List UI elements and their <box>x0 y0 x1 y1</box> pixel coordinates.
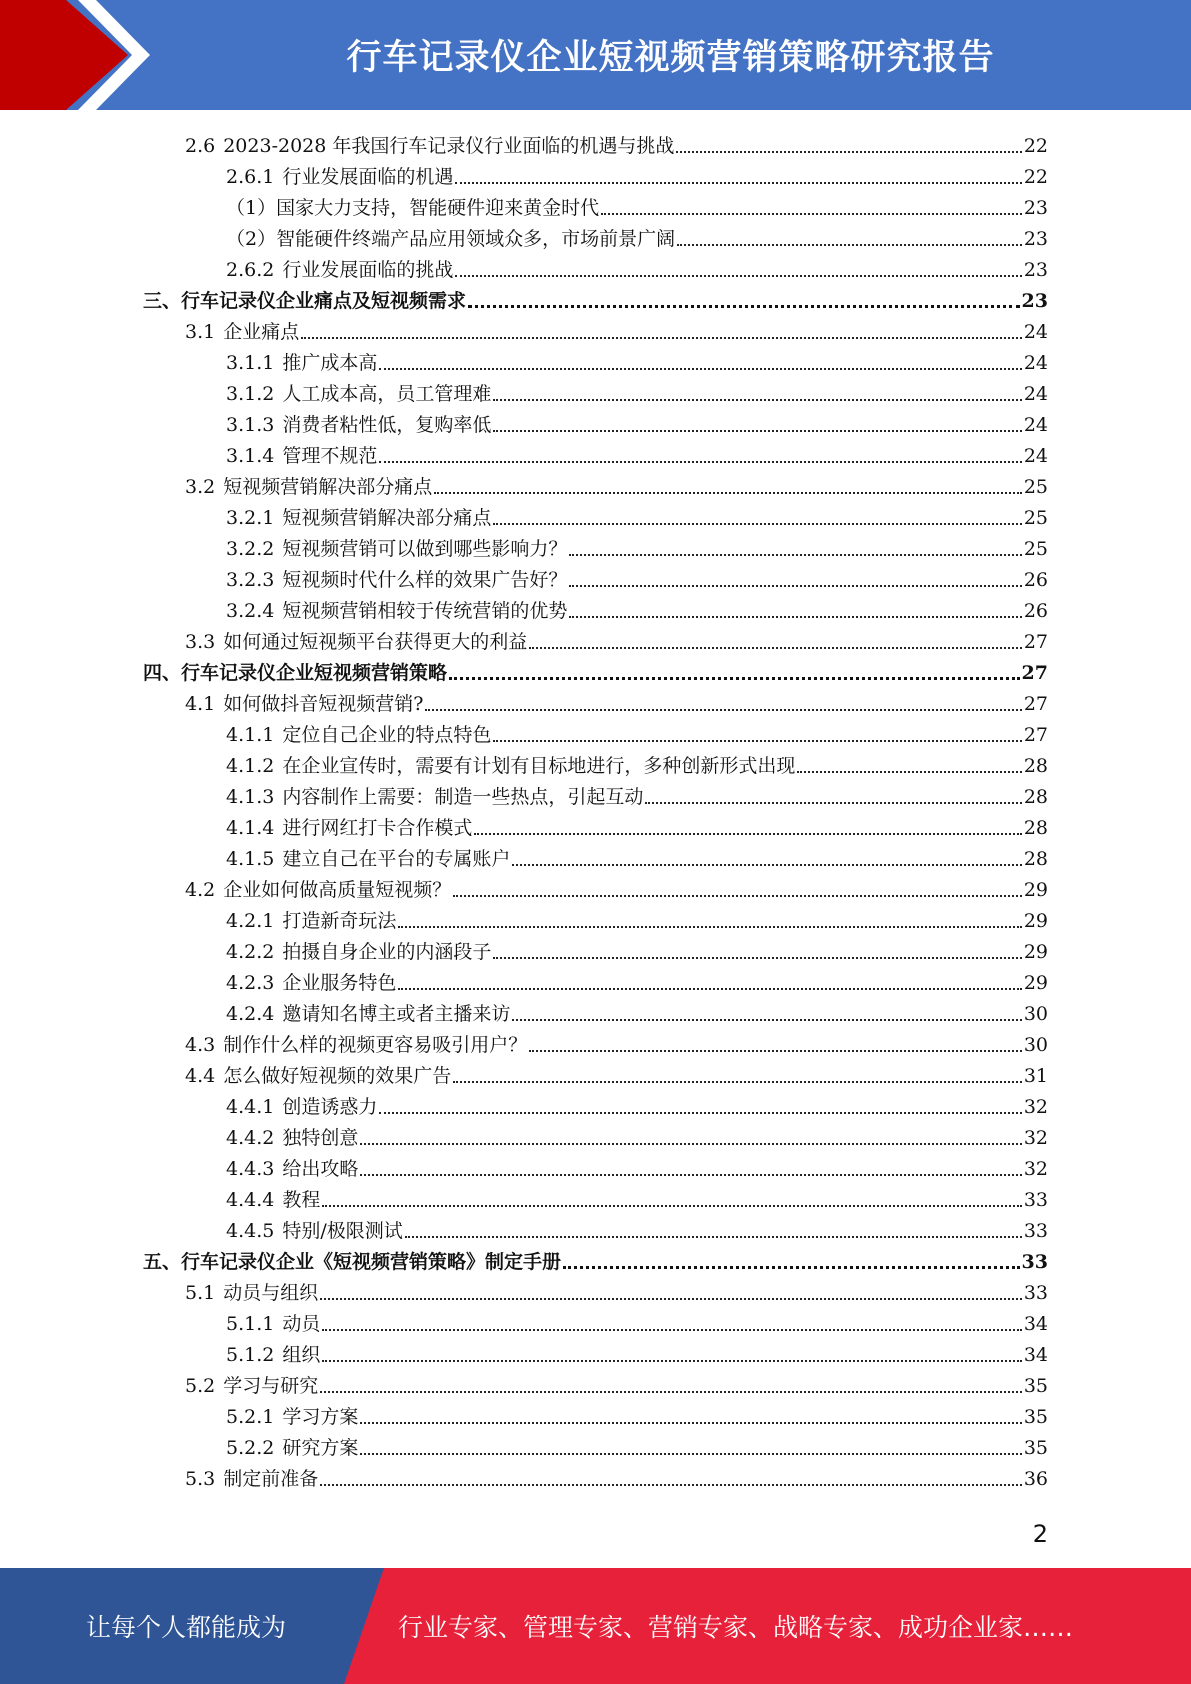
toc-entry[interactable] <box>226 437 1048 468</box>
toc-entry[interactable] <box>226 592 1048 623</box>
toc-entry-number: 3.2 <box>185 476 216 498</box>
toc-entry-number: 5.1.1 <box>226 1313 275 1335</box>
toc-dot-leader <box>398 926 1021 928</box>
toc-entry-title: 行业发展面临的挑战 <box>282 259 454 281</box>
page-footer <box>0 1568 1191 1684</box>
toc-entry[interactable] <box>143 654 1048 685</box>
toc-entry[interactable] <box>185 1274 1048 1305</box>
toc-dot-leader <box>468 305 1020 308</box>
toc-entry-page: 24 <box>1023 414 1048 436</box>
toc-dot-leader <box>405 1236 1022 1238</box>
toc-entry-page: 27 <box>1023 693 1048 715</box>
toc-entry-number: 3.3 <box>185 631 216 653</box>
toc-entry-title: 管理不规范 <box>282 445 378 467</box>
toc-entry-page: 23 <box>1023 197 1048 219</box>
toc-entry[interactable] <box>185 1057 1048 1088</box>
toc-entry-page: 36 <box>1023 1468 1048 1490</box>
toc-entry-number: 4.2.4 <box>226 1003 275 1025</box>
toc-entry[interactable] <box>226 1119 1048 1150</box>
toc-entry-title: 制定前准备 <box>223 1468 319 1490</box>
toc-entry-number: 5.1.2 <box>226 1344 275 1366</box>
toc-entry[interactable] <box>143 282 1048 313</box>
toc-dot-leader <box>360 1453 1021 1455</box>
header-red-chevron <box>0 0 150 110</box>
toc-entry[interactable] <box>226 1150 1048 1181</box>
toc-entry-title: 怎么做好短视频的效果广告 <box>223 1065 452 1087</box>
toc-entry[interactable] <box>226 530 1048 561</box>
toc-entry[interactable] <box>226 251 1048 282</box>
toc-entry-page: 28 <box>1023 848 1048 870</box>
toc-entry-title: 制作什么样的视频更容易吸引用户？ <box>223 1034 528 1056</box>
toc-entry-page: 30 <box>1023 1034 1048 1056</box>
toc-entry[interactable] <box>226 747 1048 778</box>
toc-entry-title: 学习方案 <box>282 1406 359 1428</box>
toc-entry-page: 24 <box>1023 321 1048 343</box>
toc-dot-leader <box>322 1205 1021 1207</box>
toc-entry-number: 3.2.3 <box>226 569 275 591</box>
toc-entry-title: 定位自己企业的特点特色 <box>282 724 492 746</box>
toc-entry-title: 企业如何做高质量短视频？ <box>223 879 452 901</box>
toc-dot-leader <box>322 1360 1021 1362</box>
toc-entry-page: 25 <box>1023 476 1048 498</box>
toc-entry[interactable] <box>185 313 1048 344</box>
toc-entry[interactable] <box>185 1460 1048 1491</box>
toc-entry-page: 28 <box>1023 817 1048 839</box>
toc-entry-page: 23 <box>1023 259 1048 281</box>
toc-entry-page: 35 <box>1023 1375 1048 1397</box>
toc-entry-number: 3.2.4 <box>226 600 275 622</box>
toc-entry-page: 34 <box>1023 1344 1048 1366</box>
toc-entry-page: 25 <box>1023 507 1048 529</box>
toc-entry-number: 3.1.2 <box>226 383 275 405</box>
toc-dot-leader <box>322 1329 1021 1331</box>
toc-entry-page: 27 <box>1023 724 1048 746</box>
toc-entry-number: 4.4.3 <box>226 1158 275 1180</box>
toc-entry-page: 27 <box>1021 662 1048 684</box>
toc-entry-number: 4.1 <box>185 693 216 715</box>
toc-dot-leader <box>569 616 1021 618</box>
toc-dot-leader <box>676 151 1021 153</box>
toc-entry-title: 动员与组织 <box>223 1282 319 1304</box>
toc-entry-title: 特别/极限测试 <box>282 1220 403 1242</box>
toc-entry[interactable] <box>226 1212 1048 1243</box>
toc-entry-number: 4.4.4 <box>226 1189 275 1211</box>
toc-entry[interactable] <box>226 933 1048 964</box>
toc-entry-title: 如何通过短视频平台获得更大的利益 <box>223 631 528 653</box>
toc-dot-leader <box>379 461 1021 463</box>
toc-entry-page: 27 <box>1023 631 1048 653</box>
toc-entry-title: 四、行车记录仪企业短视频营销策略 <box>143 662 448 684</box>
toc-entry-number: 4.4.5 <box>226 1220 275 1242</box>
toc-entry[interactable] <box>226 809 1048 840</box>
toc-entry[interactable] <box>226 499 1048 530</box>
toc-entry-page: 35 <box>1023 1437 1048 1459</box>
toc-dot-leader <box>529 1050 1022 1052</box>
toc-entry-title: 短视频营销解决部分痛点 <box>282 507 492 529</box>
toc-entry-title: 行业发展面临的机遇 <box>282 166 454 188</box>
toc-entry-title: 三、行车记录仪企业痛点及短视频需求 <box>143 290 467 312</box>
toc-entry-title: 进行网红打卡合作模式 <box>282 817 473 839</box>
toc-entry-title: 在企业宣传时，需要有计划有目标地进行，多种创新形式出现 <box>282 755 796 777</box>
toc-dot-leader <box>455 275 1021 277</box>
toc-entry[interactable] <box>226 1398 1048 1429</box>
toc-entry-title: 2023-2028 年我国行车记录仪行业面临的机遇与挑战 <box>223 135 675 157</box>
toc-entry-number: 4.1.1 <box>226 724 275 746</box>
toc-entry-page: 26 <box>1023 600 1048 622</box>
toc-entry-number: 3.2.2 <box>226 538 275 560</box>
toc-entry[interactable] <box>185 468 1048 499</box>
toc-entry-title: 短视频营销可以做到哪些影响力？ <box>282 538 568 560</box>
toc-entry[interactable] <box>226 220 1048 251</box>
toc-dot-leader <box>379 368 1021 370</box>
toc-entry[interactable] <box>185 871 1048 902</box>
toc-entry-title: 给出攻略 <box>282 1158 359 1180</box>
toc-entry[interactable] <box>226 344 1048 375</box>
toc-entry[interactable] <box>226 189 1048 220</box>
toc-entry-number: 2.6.1 <box>226 166 275 188</box>
toc-entry-page: 32 <box>1023 1158 1048 1180</box>
toc-entry-number: 2.6.2 <box>226 259 275 281</box>
footer-slogan-left: 让每个人都能成为 <box>85 1613 286 1642</box>
toc-entry[interactable] <box>226 902 1048 933</box>
toc-entry[interactable] <box>226 964 1048 995</box>
toc-entry[interactable] <box>143 1243 1048 1274</box>
toc-entry-number: 4.3 <box>185 1034 216 1056</box>
toc-entry[interactable] <box>226 716 1048 747</box>
toc-entry-title: 短视频营销解决部分痛点 <box>223 476 433 498</box>
toc-entry[interactable] <box>185 1367 1048 1398</box>
toc-dot-leader <box>493 957 1021 959</box>
toc-entry[interactable] <box>185 127 1048 158</box>
toc-entry-number: 5.2.2 <box>226 1437 275 1459</box>
toc-entry-title: 如何做抖音短视频营销? <box>223 693 424 715</box>
toc-dot-leader <box>320 1298 1022 1300</box>
toc-entry-page: 22 <box>1023 166 1048 188</box>
toc-entry[interactable] <box>185 685 1048 716</box>
toc-entry-title: （2）智能硬件终端产品应用领域众多，市场前景广阔 <box>226 228 676 250</box>
toc-entry-title: 企业痛点 <box>223 321 300 343</box>
toc-entry-number: 5.3 <box>185 1468 216 1490</box>
toc-entry-page: 23 <box>1021 290 1048 312</box>
toc-entry-title: 打造新奇玩法 <box>282 910 397 932</box>
toc-dot-leader <box>512 864 1021 866</box>
toc-entry-title: （1）国家大力支持，智能硬件迎来黄金时代 <box>226 197 600 219</box>
toc-entry-page: 33 <box>1021 1251 1048 1273</box>
toc-entry-page: 33 <box>1023 1220 1048 1242</box>
toc-entry-page: 34 <box>1023 1313 1048 1335</box>
toc-entry-page: 33 <box>1023 1189 1048 1211</box>
toc-dot-leader <box>434 492 1022 494</box>
toc-entry-title: 人工成本高，员工管理难 <box>282 383 492 405</box>
footer-slogan-right: 行业专家、管理专家、营销专家、战略专家、成功企业家…… <box>398 1613 1074 1642</box>
toc-dot-leader <box>320 1484 1022 1486</box>
toc-dot-leader <box>569 554 1021 556</box>
toc-entry-page: 30 <box>1023 1003 1048 1025</box>
toc-entry-number: 3.1.3 <box>226 414 275 436</box>
toc-entry-number: 4.2.2 <box>226 941 275 963</box>
toc-entry[interactable] <box>226 1305 1048 1336</box>
toc-dot-leader <box>645 802 1021 804</box>
toc-entry[interactable] <box>185 1026 1048 1057</box>
toc-dot-leader <box>677 244 1022 246</box>
toc-entry-title: 研究方案 <box>282 1437 359 1459</box>
toc-entry[interactable] <box>226 778 1048 809</box>
toc-dot-leader <box>455 182 1021 184</box>
toc-dot-leader <box>797 771 1021 773</box>
toc-entry-page: 23 <box>1023 228 1048 250</box>
toc-dot-leader <box>569 585 1021 587</box>
toc-entry[interactable] <box>226 1088 1048 1119</box>
toc-entry-number: 4.2.3 <box>226 972 275 994</box>
toc-entry[interactable] <box>185 623 1048 654</box>
toc-entry-page: 29 <box>1023 910 1048 932</box>
toc-entry-number: 4.1.4 <box>226 817 275 839</box>
page-number: 2 <box>1032 1520 1048 1548</box>
toc-entry-number: 5.2.1 <box>226 1406 275 1428</box>
toc-entry-title: 企业服务特色 <box>282 972 397 994</box>
toc-entry-number: 3.1.4 <box>226 445 275 467</box>
toc-dot-leader <box>360 1422 1021 1424</box>
toc-entry-number: 4.4.2 <box>226 1127 275 1149</box>
toc-entry-page: 29 <box>1023 879 1048 901</box>
toc-entry-page: 32 <box>1023 1096 1048 1118</box>
page-header <box>0 0 1191 110</box>
toc-entry-title: 教程 <box>282 1189 321 1211</box>
toc-entry-title: 组织 <box>282 1344 321 1366</box>
toc-entry-title: 邀请知名博主或者主播来访 <box>282 1003 511 1025</box>
toc-entry-number: 2.6 <box>185 135 216 157</box>
toc-entry-number: 4.4 <box>185 1065 216 1087</box>
toc-entry-page: 29 <box>1023 941 1048 963</box>
toc-entry-number: 4.1.2 <box>226 755 275 777</box>
toc-entry-page: 28 <box>1023 786 1048 808</box>
toc-dot-leader <box>493 740 1021 742</box>
toc-entry[interactable] <box>226 158 1048 189</box>
toc-entry-number: 5.1 <box>185 1282 216 1304</box>
toc-entry[interactable] <box>226 1336 1048 1367</box>
toc-entry-page: 24 <box>1023 383 1048 405</box>
toc-dot-leader <box>360 1143 1021 1145</box>
toc-entry-title: 独特创意 <box>282 1127 359 1149</box>
toc-entry[interactable] <box>226 375 1048 406</box>
toc-entry[interactable] <box>226 1181 1048 1212</box>
toc-entry[interactable] <box>226 995 1048 1026</box>
toc-dot-leader <box>453 1081 1022 1083</box>
toc-entry-title: 动员 <box>282 1313 321 1335</box>
toc-entry-page: 22 <box>1023 135 1048 157</box>
toc-entry-page: 33 <box>1023 1282 1048 1304</box>
toc-entry-page: 31 <box>1023 1065 1048 1087</box>
report-title: 行车记录仪企业短视频营销策略研究报告 <box>346 38 995 78</box>
toc-dot-leader <box>529 647 1022 649</box>
toc-entry[interactable] <box>226 1429 1048 1460</box>
toc-entry[interactable] <box>226 561 1048 592</box>
toc-dot-leader <box>474 833 1021 835</box>
toc-entry-page: 32 <box>1023 1127 1048 1149</box>
toc-dot-leader <box>301 337 1022 339</box>
toc-dot-leader <box>563 1266 1020 1269</box>
toc-entry-title: 短视频营销相较于传统营销的优势 <box>282 600 568 622</box>
toc-dot-leader <box>601 213 1022 215</box>
toc-entry[interactable] <box>226 406 1048 437</box>
toc-entry-page: 28 <box>1023 755 1048 777</box>
toc-entry-title: 短视频时代什么样的效果广告好？ <box>282 569 568 591</box>
toc-dot-leader <box>493 430 1021 432</box>
toc-entry-number: 5.2 <box>185 1375 216 1397</box>
toc-entry-page: 25 <box>1023 538 1048 560</box>
toc-entry-number: 4.4.1 <box>226 1096 275 1118</box>
toc-dot-leader <box>512 1019 1021 1021</box>
toc-entry-number: 3.2.1 <box>226 507 275 529</box>
toc-entry-number: 3.1 <box>185 321 216 343</box>
toc-entry-title: 推广成本高 <box>282 352 378 374</box>
toc-entry-number: 4.2 <box>185 879 216 901</box>
toc-entry-title: 消费者粘性低，复购率低 <box>282 414 492 436</box>
toc-entry-page: 26 <box>1023 569 1048 591</box>
toc-dot-leader <box>425 709 1021 711</box>
toc-entry-title: 内容制作上需要：制造一些热点，引起互动 <box>282 786 644 808</box>
toc-entry-number: 4.1.5 <box>226 848 275 870</box>
toc-entry-page: 24 <box>1023 352 1048 374</box>
toc-dot-leader <box>320 1391 1022 1393</box>
toc-entry-number: 4.1.3 <box>226 786 275 808</box>
toc-entry-title: 学习与研究 <box>223 1375 319 1397</box>
toc-entry-page: 24 <box>1023 445 1048 467</box>
toc-dot-leader <box>453 895 1022 897</box>
toc-dot-leader <box>493 399 1021 401</box>
toc-entry-page: 29 <box>1023 972 1048 994</box>
toc-dot-leader <box>493 523 1021 525</box>
toc-entry-number: 4.2.1 <box>226 910 275 932</box>
toc-dot-leader <box>379 1112 1021 1114</box>
toc-entry-title: 五、行车记录仪企业《短视频营销策略》制定手册 <box>143 1251 562 1273</box>
toc-entry-title: 创造诱惑力 <box>282 1096 378 1118</box>
toc-dot-leader <box>360 1174 1021 1176</box>
toc-entry[interactable] <box>226 840 1048 871</box>
toc-entry-number: 3.1.1 <box>226 352 275 374</box>
toc-entry-title: 建立自己在平台的专属账户 <box>282 848 511 870</box>
toc-entry-page: 35 <box>1023 1406 1048 1428</box>
toc-dot-leader <box>449 677 1020 680</box>
toc-entry-title: 拍摄自身企业的内涵段子 <box>282 941 492 963</box>
toc-dot-leader <box>398 988 1021 990</box>
